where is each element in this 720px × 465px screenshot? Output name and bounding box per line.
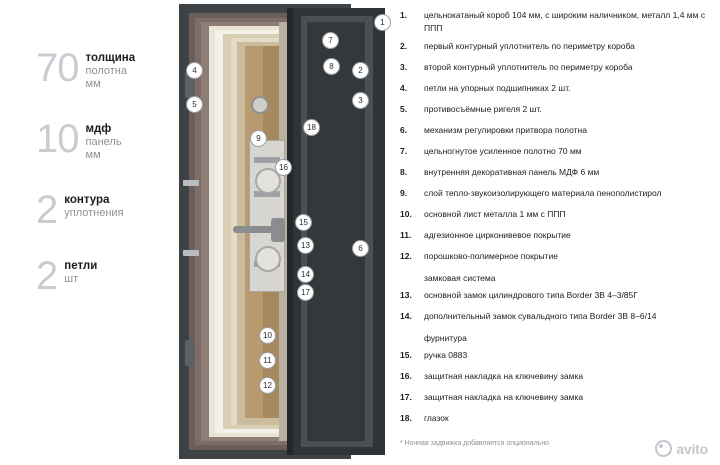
legend-text: петли на упорных подшипниках 2 шт. xyxy=(424,83,571,93)
spec-number: 70 xyxy=(36,46,79,90)
avito-logo-icon xyxy=(655,440,672,457)
legend-text: защитная накладка на ключевину замка xyxy=(424,371,584,381)
callout-14[interactable]: 14 xyxy=(297,266,314,283)
spec-label-secondary: шт xyxy=(64,273,79,285)
legend-footnote: * Ночная задвижка добавляется опционально xyxy=(400,440,550,447)
door-diagram xyxy=(175,0,385,465)
spec-label-primary: контура xyxy=(64,194,110,206)
door-leaf-inset xyxy=(307,22,365,441)
callout-18[interactable]: 18 xyxy=(303,119,320,136)
legend-item xyxy=(400,288,712,305)
legend-number: 13. xyxy=(400,290,412,300)
legend-number: 17. xyxy=(400,392,412,402)
legend-number: 12. xyxy=(400,251,412,261)
legend-item xyxy=(400,348,712,365)
legend-number: 1. xyxy=(400,10,408,20)
door-handle-base xyxy=(271,218,285,242)
legend-number: 4. xyxy=(400,83,408,93)
legend-text: противосъёмные ригеля 2 шт. xyxy=(424,104,542,114)
legend-item xyxy=(400,207,712,224)
spec-label-secondary: панель xyxy=(85,136,122,148)
legend-number: 5. xyxy=(400,104,408,114)
legend-text: второй контурный уплотнитель по периметру короба xyxy=(424,62,633,72)
callout-13[interactable]: 13 xyxy=(297,237,314,254)
legend-item xyxy=(400,165,712,182)
spec-label-primary: петли xyxy=(64,260,98,272)
callout-15[interactable]: 15 xyxy=(295,214,312,231)
callout-6[interactable]: 6 xyxy=(352,240,369,257)
legend-item xyxy=(400,390,712,407)
legend-list xyxy=(400,8,712,447)
legend-item xyxy=(400,102,712,119)
legend-item xyxy=(400,8,712,35)
callout-2[interactable]: 2 xyxy=(352,62,369,79)
avito-watermark xyxy=(655,440,708,457)
legend-item xyxy=(400,186,712,203)
legend-number: 14. xyxy=(400,311,412,321)
spec-number: 2 xyxy=(36,188,58,232)
legend-text: цельногнутое усиленное полотно 70 мм xyxy=(424,146,582,156)
legend-text: первый контурный уплотнитель по периметру короба xyxy=(424,41,635,51)
peephole-icon xyxy=(251,96,269,114)
anti-removal-bolt-icon xyxy=(183,250,199,256)
legend-number: 18. xyxy=(400,413,412,423)
spec-label-primary: мдф xyxy=(85,123,112,135)
legend-item xyxy=(400,144,712,161)
lever-lock-icon xyxy=(255,246,281,272)
spec-item xyxy=(36,254,176,298)
callout-17[interactable]: 17 xyxy=(297,284,314,301)
callout-3[interactable]: 3 xyxy=(352,92,369,109)
callout-5[interactable]: 5 xyxy=(186,96,203,113)
spec-list xyxy=(36,46,176,324)
legend-number: 2. xyxy=(400,41,408,51)
callout-4[interactable]: 4 xyxy=(186,62,203,79)
avito-wordmark: avito xyxy=(676,440,708,457)
legend-item xyxy=(400,309,712,326)
legend-item xyxy=(400,369,712,386)
spec-item xyxy=(36,117,176,162)
callout-7[interactable]: 7 xyxy=(322,32,339,49)
spec-label-primary: толщина xyxy=(85,52,136,64)
legend-text: внутренняя декоративная панель МДФ 6 мм xyxy=(424,167,600,177)
anti-removal-bolt-icon xyxy=(183,180,199,186)
legend-text: защитная накладка на ключевину замка xyxy=(424,392,584,402)
legend-text: слой тепло-звукоизолирующего материала пенополистирол xyxy=(424,188,662,198)
legend-text: ручка 0883 xyxy=(424,350,468,360)
legend-number: 15. xyxy=(400,350,412,360)
legend-item xyxy=(400,228,712,245)
legend-text: адгезионное цирконивевое покрытие xyxy=(424,230,571,240)
legend-item xyxy=(400,123,712,140)
legend-text: дополнительный замок сувальдного типа Border 3B 8–6/14 xyxy=(424,311,657,321)
legend-item xyxy=(400,39,712,56)
spec-label-secondary: полотна xyxy=(85,65,127,77)
legend-number: 3. xyxy=(400,62,408,72)
spec-unit: мм xyxy=(85,149,101,161)
legend-number: 16. xyxy=(400,371,412,381)
legend-section-fittings: фурнитура xyxy=(424,333,467,343)
legend-text: основной лист металла 1 мм с ППП xyxy=(424,209,566,219)
spec-number: 10 xyxy=(36,117,79,161)
legend-number: 9. xyxy=(400,188,408,198)
legend-number: 7. xyxy=(400,146,408,156)
legend-section-locks: замковая система xyxy=(424,273,496,283)
legend-number: 6. xyxy=(400,125,408,135)
spec-label-secondary: уплотнения xyxy=(64,207,124,219)
legend-number: 8. xyxy=(400,167,408,177)
legend-item xyxy=(400,249,712,266)
spec-number: 2 xyxy=(36,254,58,298)
hinge-icon xyxy=(185,340,194,366)
callout-8[interactable]: 8 xyxy=(323,58,340,75)
legend-item xyxy=(400,60,712,77)
legend-text: цельнокатаный короб 104 мм, с широким наличником, металл 1,4 мм с ППП xyxy=(424,10,706,33)
callout-16[interactable]: 16 xyxy=(275,159,292,176)
callout-9[interactable]: 9 xyxy=(250,130,267,147)
callout-11[interactable]: 11 xyxy=(259,352,276,369)
legend-text: механизм регулировки притвора полотна xyxy=(424,125,587,135)
callout-10[interactable]: 10 xyxy=(259,327,276,344)
spec-item xyxy=(36,188,176,232)
legend-number: 11. xyxy=(400,230,412,240)
legend-text: порошково-полимерное покрытие xyxy=(424,251,559,261)
spec-item xyxy=(36,46,176,91)
spec-unit: мм xyxy=(85,78,101,90)
legend-number: 10. xyxy=(400,209,412,219)
legend-text: глазок xyxy=(424,413,449,423)
legend-item xyxy=(400,411,712,428)
callout-1[interactable]: 1 xyxy=(374,14,391,31)
legend-text: основной замок цилиндрового типа Border 3B 4–3/85Г xyxy=(424,290,638,300)
callout-12[interactable]: 12 xyxy=(259,377,276,394)
legend-item xyxy=(400,81,712,98)
